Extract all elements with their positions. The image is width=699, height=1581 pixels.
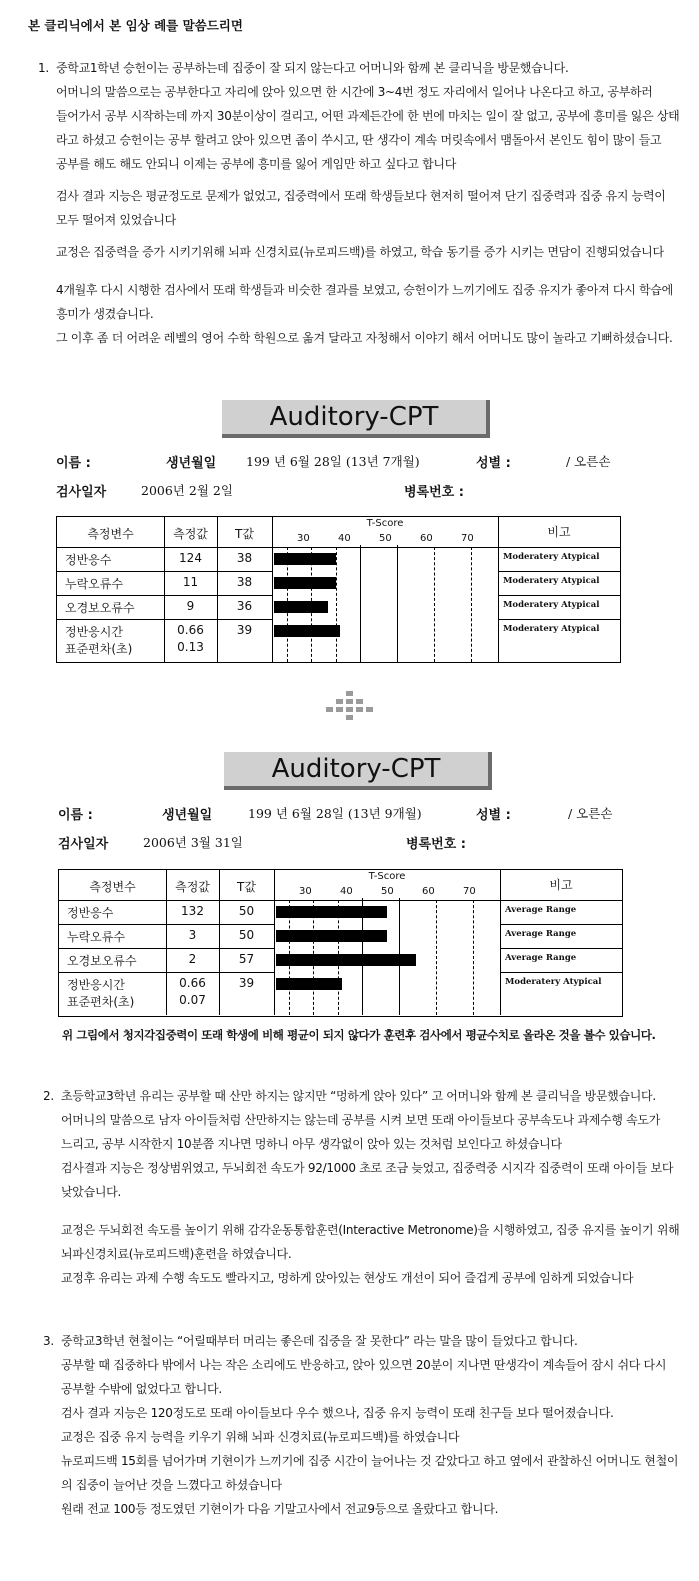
case-line: 어머니의 말씀으로는 공부한다고 자리에 앉아 있으면 한 시간에 3~4번 정도 자리에서 일어나 나온다고 하고, 공부하러 bbox=[56, 85, 653, 99]
remark: Average Range bbox=[505, 953, 577, 963]
variable-name: 정반응시간 bbox=[67, 978, 125, 992]
t-value: 57 bbox=[238, 952, 255, 966]
measured-value: 124 bbox=[179, 551, 202, 565]
case-line: 그 이후 좀 더 어려운 레벨의 영어 수학 학원으로 옮겨 달라고 자청해서 이야기 해서 어머니도 많이 놀라고 기뻐하셨습니다. bbox=[56, 331, 673, 345]
cpt-table-2 bbox=[58, 869, 623, 1017]
measured-value: 2 bbox=[188, 952, 197, 966]
row-divider bbox=[500, 924, 622, 925]
tscore-tick-label: 60 bbox=[420, 533, 433, 544]
tscore-bar bbox=[274, 601, 328, 613]
case-line: 낮았습니다. bbox=[61, 1185, 121, 1199]
tscore-gridline bbox=[471, 547, 472, 662]
name-label: 이름 : bbox=[56, 456, 91, 471]
row-divider bbox=[498, 619, 620, 620]
tscore-tick-label: 70 bbox=[461, 533, 474, 544]
row-divider bbox=[57, 571, 272, 572]
cpt-title: Auditory-CPT bbox=[222, 400, 490, 438]
header-value: 측정값 bbox=[173, 527, 208, 541]
tscore-tick-label: 50 bbox=[381, 886, 394, 897]
case-line: 초등학교3학년 유리는 공부할 때 산만 하지는 않지만 “멍하게 앉아 있다” 고 어머니와 함께 본 클리닉을 방문했습니다. bbox=[61, 1089, 656, 1103]
t-value: 50 bbox=[238, 904, 255, 918]
date-value: 2006년 3월 31일 bbox=[143, 835, 243, 850]
remark: Moderatery Atypical bbox=[503, 624, 600, 634]
case-line: 공부할 수밖에 없었다고 합니다. bbox=[61, 1382, 222, 1396]
variable-name: 오경보오류수 bbox=[65, 601, 135, 615]
remark: Moderatery Atypical bbox=[503, 576, 600, 586]
case-line: 공부를 해도 해도 안되니 이제는 공부에 흥미를 잃어 게임만 하고 싶다고 합니다 bbox=[56, 157, 457, 171]
tscore-reference-line bbox=[397, 545, 398, 662]
name-label: 이름 : bbox=[58, 808, 93, 823]
remark: Moderatery Atypical bbox=[503, 552, 600, 562]
variable-name: 정반응수 bbox=[65, 553, 112, 567]
row-divider bbox=[500, 948, 622, 949]
tscore-tick-label: 50 bbox=[379, 533, 392, 544]
chart-number-label: 병록번호 : bbox=[406, 837, 466, 852]
case-line: 검사 결과 지능은 평균정도로 문제가 없었고, 집중력에서 또래 학생들보다 현저히 떨어져 단기 집중력과 집중 유지 능력이 bbox=[56, 189, 666, 203]
case-line: 뇌파신경치료(뉴로피드백)훈련을 하였습니다. bbox=[61, 1247, 292, 1261]
measured-value: 0.07 bbox=[179, 993, 206, 1007]
header-tscore: T-Score bbox=[366, 518, 404, 529]
birth-label: 생년월일 bbox=[162, 808, 213, 823]
t-value: 38 bbox=[236, 551, 253, 565]
row-divider bbox=[57, 619, 272, 620]
case-line: 들어가서 공부 시작하는데 까지 30분이상이 걸리고, 어떤 과제든간에 한 번에 마치는 일이 잘 없고, 공부에 흥미를 잃은 상태 bbox=[56, 109, 680, 123]
date-label: 검사일자 bbox=[58, 837, 109, 852]
column-divider bbox=[274, 870, 275, 1015]
measured-value: 132 bbox=[181, 904, 204, 918]
cpt-table-1 bbox=[56, 516, 621, 663]
header-remark: 비고 bbox=[549, 878, 573, 892]
case-2 bbox=[43, 1084, 680, 1290]
t-value: 39 bbox=[236, 623, 253, 637]
case-line: 중학교3학년 현철이는 “어릴때부터 머리는 좋은데 집중을 잘 못한다” 라는 말을 많이 들었다고 합니다. bbox=[61, 1334, 578, 1348]
case-line: 공부할 때 집중하다 밖에서 나는 작은 소리에도 반응하고, 앉아 있으면 20분이 지나면 딴생각이 계속들어 잠시 쉬다 다시 bbox=[61, 1358, 667, 1372]
case-line: 4개월후 다시 시행한 검사에서 또래 학생들과 비슷한 결과를 보였고, 승헌이가 느끼기에도 집중 유지가 좋아져 다시 학습에 bbox=[56, 283, 673, 297]
birth-value: 199 년 6월 28일 (13년 7개월) bbox=[246, 454, 420, 469]
measured-value: 3 bbox=[188, 928, 197, 942]
tscore-bar bbox=[274, 625, 340, 637]
variable-name: 누락오류수 bbox=[67, 930, 125, 944]
tscore-tick-label: 60 bbox=[422, 886, 435, 897]
case-line: 흥미가 생겼습니다. bbox=[56, 307, 154, 321]
sex-label: 성별 : bbox=[476, 808, 511, 823]
case-number: 2. bbox=[43, 1089, 54, 1103]
case-line: 중학교1학년 승헌이는 공부하는데 집중이 잘 되지 않는다고 어머니와 함께 본 클리닉을 방문했습니다. bbox=[56, 61, 569, 75]
tscore-bar bbox=[276, 978, 342, 990]
tscore-tick-label: 40 bbox=[338, 533, 351, 544]
date-label: 검사일자 bbox=[56, 485, 107, 500]
date-value: 2006년 2월 2일 bbox=[141, 483, 233, 498]
cpt-title: Auditory-CPT bbox=[224, 752, 492, 790]
measured-value: 11 bbox=[182, 575, 199, 589]
tscore-bar bbox=[274, 553, 336, 565]
case-line: 교정은 집중력을 증가 시키기위해 뇌파 신경치료(뉴로피드백)를 하였고, 학습 동기를 증가 시키는 면담이 진행되었습니다 bbox=[56, 245, 664, 259]
tscore-tick-label: 30 bbox=[297, 533, 310, 544]
header-variable: 측정변수 bbox=[87, 527, 134, 541]
case-line: 교정은 두뇌회전 속도를 높이기 위해 감각운동통합훈련(Interactive Metronome)을 시행하였고, 집중 유지를 높이기 위해 bbox=[61, 1223, 680, 1237]
tscore-tick-label: 70 bbox=[463, 886, 476, 897]
t-value: 50 bbox=[238, 928, 255, 942]
row-divider bbox=[274, 900, 500, 901]
hand-value: / 오른손 bbox=[566, 454, 611, 469]
tscore-reference-line bbox=[360, 545, 361, 662]
case-line: 원래 전교 100등 정도였던 기현이가 다음 기말고사에서 전교9등으로 올랐다고 합니다. bbox=[61, 1502, 499, 1516]
header-remark: 비고 bbox=[547, 525, 571, 539]
hand-value: / 오른손 bbox=[568, 806, 613, 821]
remark: Moderatery Atypical bbox=[505, 977, 602, 987]
case-1 bbox=[38, 56, 680, 350]
measured-value: 0.13 bbox=[177, 640, 204, 654]
header-tscore: T-Score bbox=[368, 871, 406, 882]
variable-name: 표준편차(초) bbox=[65, 642, 133, 656]
row-divider bbox=[272, 547, 498, 548]
case-line: 검사결과 지능은 정상범위였고, 두뇌회전 속도가 92/1000 초로 조금 늦었고, 집중력중 시지각 집중력이 또래 아이들 보다 bbox=[61, 1161, 674, 1175]
variable-name: 정반응수 bbox=[67, 906, 114, 920]
header-variable: 측정변수 bbox=[89, 880, 136, 894]
t-value: 38 bbox=[236, 575, 253, 589]
row-divider bbox=[498, 571, 620, 572]
tscore-bar bbox=[276, 930, 387, 942]
row-divider bbox=[59, 948, 274, 949]
case-number: 1. bbox=[38, 61, 49, 75]
tscore-tick-label: 30 bbox=[299, 886, 312, 897]
measured-value: 0.66 bbox=[177, 623, 204, 637]
sex-label: 성별 : bbox=[476, 456, 511, 471]
arrow-down-icon bbox=[326, 691, 374, 725]
page-heading: 본 클리닉에서 본 임상 례를 말씀드리면 bbox=[28, 18, 243, 33]
variable-name: 누락오류수 bbox=[65, 577, 123, 591]
measured-value: 9 bbox=[186, 599, 195, 613]
case-line: 교정은 집중 유지 능력을 키우기 위해 뇌파 신경치료(뉴로피드백)를 하였습니다 bbox=[61, 1430, 460, 1444]
row-divider bbox=[59, 972, 274, 973]
case-line: 모두 떨어져 있었습니다 bbox=[56, 213, 176, 227]
case-line: 라고 하셨고 승헌이는 공부 할려고 앉아 있으면 좀이 쑤시고, 딴 생각이 계속 머릿속에서 맴돌아서 본인도 힘이 많이 들고 bbox=[56, 133, 662, 147]
chart-number-label: 병록번호 : bbox=[404, 485, 464, 500]
tscore-gridline bbox=[473, 900, 474, 1015]
header-t: T값 bbox=[235, 527, 254, 541]
tscore-gridline bbox=[436, 900, 437, 1015]
birth-label: 생년월일 bbox=[166, 456, 217, 471]
header-value: 측정값 bbox=[175, 880, 210, 894]
case-3 bbox=[43, 1329, 679, 1521]
tscore-bar bbox=[274, 577, 336, 589]
row-divider bbox=[59, 924, 274, 925]
remark: Moderatery Atypical bbox=[503, 600, 600, 610]
row-divider bbox=[500, 900, 622, 901]
tscore-gridline bbox=[336, 547, 337, 662]
tscore-gridline bbox=[434, 547, 435, 662]
remark: Average Range bbox=[505, 929, 577, 939]
variable-name: 오경보오류수 bbox=[67, 954, 137, 968]
case-line: 검사 결과 지능은 120정도로 또래 아이들보다 우수 했으나, 집중 유지 능력이 또래 친구들 보다 떨어졌습니다. bbox=[61, 1406, 614, 1420]
t-value: 39 bbox=[238, 976, 255, 990]
variable-name: 정반응시간 bbox=[65, 625, 123, 639]
row-divider bbox=[500, 972, 622, 973]
chart-caption: 위 그림에서 청지각집중력이 또래 학생에 비해 평균이 되지 않다가 훈련후 검사에서 평균수치로 올라온 것을 볼수 있습니다. bbox=[62, 1028, 656, 1042]
row-divider bbox=[57, 595, 272, 596]
case-line: 교정후 유리는 과제 수행 속도도 빨라지고, 멍하게 앉아있는 현상도 개선이 되어 즐겁게 공부에 임하게 되었습니다 bbox=[61, 1271, 634, 1285]
case-line: 의 집중이 늘어난 것을 느꼈다고 하셨습니다 bbox=[61, 1478, 282, 1492]
tscore-bar bbox=[276, 954, 416, 966]
row-divider bbox=[498, 547, 620, 548]
birth-value: 199 년 6월 28일 (13년 9개월) bbox=[248, 806, 422, 821]
column-divider bbox=[272, 517, 273, 662]
row-divider bbox=[57, 547, 272, 548]
tscore-tick-label: 40 bbox=[340, 886, 353, 897]
case-line: 느리고, 공부 시작한지 10분쯤 지나면 멍하니 아무 생각없이 앉아 있는 것처럼 보인다고 하셨습니다 bbox=[61, 1137, 562, 1151]
case-line: 뉴로피드백 15회를 넘어가며 기현이가 느끼기에 집중 시간이 늘어나는 것 같았다고 하고 옆에서 관찰하신 어머니도 현철이 bbox=[61, 1454, 679, 1468]
t-value: 36 bbox=[236, 599, 253, 613]
case-line: 어머니의 말씀으로 남자 아이들처럼 산만하지는 않는데 공부를 시켜 보면 또래 아이들보다 공부속도나 과제수행 속도가 bbox=[61, 1113, 661, 1127]
header-t: T값 bbox=[237, 880, 256, 894]
tscore-bar bbox=[276, 906, 387, 918]
row-divider bbox=[498, 595, 620, 596]
remark: Average Range bbox=[505, 905, 577, 915]
row-divider bbox=[59, 900, 274, 901]
variable-name: 표준편차(초) bbox=[67, 995, 135, 1009]
case-number: 3. bbox=[43, 1334, 54, 1348]
measured-value: 0.66 bbox=[179, 976, 206, 990]
